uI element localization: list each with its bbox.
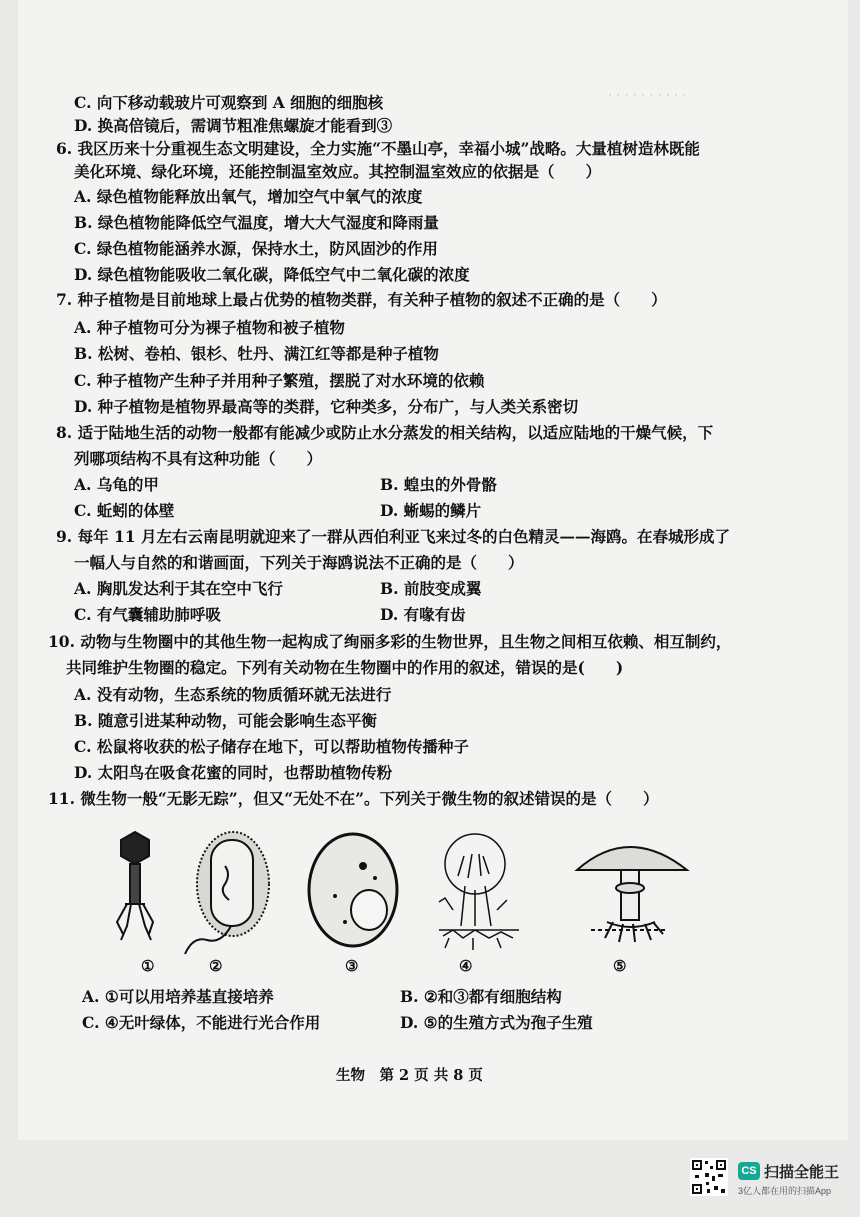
q8-stem-line2: 列哪项结构不具有这种功能（ ）	[74, 449, 323, 468]
q8-stem-line1: 8. 适于陆地生活的动物一般都有能减少或防止水分蒸发的相关结构，以适应陆地的干燥气候，下	[56, 423, 714, 442]
q10-option-d: D. 太阳鸟在吸食花蜜的同时，也帮助植物传粉	[74, 763, 393, 782]
q9-option-b: B. 前肢变成翼	[380, 579, 482, 598]
q7-option-a: A. 种子植物可分为裸子植物和被子植物	[74, 318, 345, 337]
microbe-drawings	[113, 826, 713, 976]
q7-option-b: B. 松树、卷柏、银杉、牡丹、满江红等都是种子植物	[74, 344, 439, 363]
q10-stem-line1: 10. 动物与生物圈中的其他生物一起构成了绚丽多彩的生物世界，且生物之间相互依赖、相互制约，	[48, 632, 732, 651]
q11-option-b: B. ②和③都有细胞结构	[400, 987, 562, 1006]
page-footer: 生物 第 2 页 共 8 页	[336, 1067, 483, 1084]
q9-stem-line2: 一幅人与自然的和谐画面，下列关于海鸥说法不正确的是（ ）	[74, 553, 524, 572]
camscanner-name: 扫描全能王	[764, 1164, 840, 1181]
bleed-through-text: · · · · · · · · · ·	[608, 88, 687, 103]
q6-option-c: C. 绿色植物能涵养水源，保持水土，防风固沙的作用	[74, 239, 438, 258]
q9-stem-line1: 9. 每年 11 月左右云南昆明就迎来了一群从西伯利亚飞来过冬的白色精灵——海鸥。在春城形成了	[56, 527, 730, 546]
q11-option-a: A. ①可以用培养基直接培养	[82, 987, 274, 1006]
q10-stem-line2: 共同维护生物圈的稳定。下列有关动物在生物圈中的作用的叙述，错误的是( )	[66, 658, 624, 677]
mushroom-illustration	[577, 847, 687, 942]
figure-label-4: ④	[459, 957, 473, 975]
q10-option-b: B. 随意引进某种动物，可能会影响生态平衡	[74, 711, 377, 730]
virus-illustration	[117, 832, 153, 940]
q7-stem: 7. 种子植物是目前地球上最占优势的植物类群，有关种子植物的叙述不正确的是（ ）	[56, 290, 667, 309]
q11-option-d: D. ⑤的生殖方式为孢子生殖	[400, 1013, 593, 1032]
q9-option-c: C. 有气囊辅助肺呼吸	[74, 605, 221, 624]
q8-option-c: C. 蚯蚓的体壁	[74, 501, 175, 520]
q6-option-a: A. 绿色植物能释放出氧气，增加空气中氧气的浓度	[74, 187, 423, 206]
q9-option-a: A. 胸肌发达利于其在空中飞行	[74, 579, 283, 598]
figure-label-2: ②	[209, 957, 223, 975]
camscanner-tagline: 3亿人都在用的扫描App	[738, 1186, 832, 1196]
q8-option-d: D. 蜥蜴的鳞片	[380, 501, 482, 520]
q6-option-d: D. 绿色植物能吸收二氧化碳，降低空气中二氧化碳的浓度	[74, 265, 470, 284]
q10-option-c: C. 松鼠将收获的松子储存在地下，可以帮助植物传播种子	[74, 737, 469, 756]
q8-option-b: B. 蝗虫的外骨骼	[380, 475, 497, 494]
microbe-figure	[113, 826, 713, 976]
mold-illustration	[439, 834, 519, 950]
scanner-watermark	[690, 1158, 850, 1206]
q5-option-d: D. 换高倍镜后，需调节粗准焦螺旋才能看到③	[74, 116, 393, 135]
q11-stem: 11. 微生物一般“无影无踪”，但又“无处不在”。下列关于微生物的叙述错误的是（ ）	[48, 789, 659, 808]
yeast-illustration	[309, 834, 397, 946]
camscanner-logo: CS	[738, 1162, 760, 1180]
q10-option-a: A. 没有动物，生态系统的物质循环就无法进行	[74, 685, 392, 704]
q6-stem-line1: 6. 我区历来十分重视生态文明建设，全力实施“不墨山亭，幸福小城”战略。大量植树造林既能	[56, 139, 700, 158]
exam-page	[18, 0, 848, 1140]
figure-label-5: ⑤	[613, 957, 627, 975]
q6-option-b: B. 绿色植物能降低空气温度，增大大气湿度和降雨量	[74, 213, 439, 232]
figure-label-3: ③	[345, 957, 359, 975]
q11-option-c: C. ④无叶绿体，不能进行光合作用	[82, 1013, 321, 1032]
q8-option-a: A. 乌龟的甲	[74, 475, 159, 494]
figure-label-1: ①	[141, 957, 155, 975]
q5-option-c: C. 向下移动载玻片可观察到 A 细胞的细胞核	[74, 93, 384, 112]
q6-stem-line2: 美化环境、绿化环境，还能控制温室效应。其控制温室效应的依据是（ ）	[74, 162, 602, 181]
bacterium-illustration	[185, 832, 269, 954]
q7-option-d: D. 种子植物是植物界最高等的类群，它种类多，分布广，与人类关系密切	[74, 397, 579, 416]
q9-option-d: D. 有喙有齿	[380, 605, 466, 624]
qr-code-icon	[690, 1158, 728, 1196]
q7-option-c: C. 种子植物产生种子并用种子繁殖，摆脱了对水环境的依赖	[74, 371, 485, 390]
